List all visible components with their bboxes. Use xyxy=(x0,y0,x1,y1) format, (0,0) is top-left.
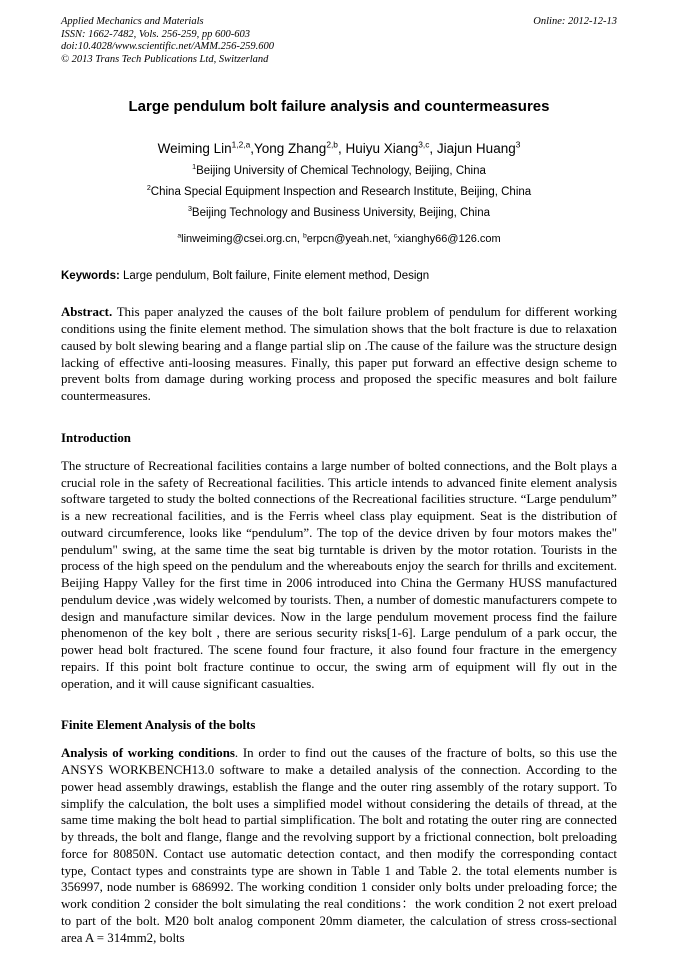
journal-title: Applied Mechanics and Materials xyxy=(61,16,204,27)
affiliation-superscript: 1 xyxy=(192,163,197,172)
section-heading-introduction: Introduction xyxy=(61,430,131,445)
author-superscript: 2,b xyxy=(326,139,338,150)
affiliation-line xyxy=(61,186,617,198)
section-heading-finite-element-analysis: Finite Element Analysis of the bolts xyxy=(61,718,256,733)
email-address: linweiming@csei.org.cn, xyxy=(181,233,303,246)
emails-line xyxy=(61,233,617,245)
email-superscript: a xyxy=(177,232,182,240)
journal-copyright-line: © 2013 Trans Tech Publications Ltd, Switzerland xyxy=(61,53,269,65)
email-superscript: b xyxy=(302,232,307,240)
author-name: , Jiajun Huang xyxy=(429,141,516,157)
working-conditions-lead: Analysis of working conditions xyxy=(61,746,235,761)
affiliation-superscript: 2 xyxy=(146,184,151,193)
authors-line xyxy=(61,141,617,156)
author-superscript: 3,c xyxy=(418,139,430,150)
journal-doi-line: doi:10.4028/www.scientific.net/AMM.256-259.600 xyxy=(61,41,274,53)
working-conditions-paragraph xyxy=(61,745,617,946)
journal-header xyxy=(61,16,617,66)
affiliation-text: Beijing Technology and Business University, Beijing, China xyxy=(191,207,491,220)
author-name: ,Yong Zhang xyxy=(250,141,327,157)
affiliation-line xyxy=(61,165,617,177)
author-name: Weiming Lin xyxy=(157,141,232,157)
email-address: erpcn@yeah.net, xyxy=(306,233,394,246)
author-name: , Huiyu Xiang xyxy=(337,141,419,157)
affiliation-line xyxy=(61,207,617,219)
email-address: xianghy66@126.com xyxy=(397,233,501,246)
affiliation-text: China Special Equipment Inspection and Research Institute, Beijing, China xyxy=(150,186,532,199)
introduction-paragraph: The structure of Recreational facilities contains a large number of bolted connections, and the Bolt plays a crucial role in the safety of Recreational facilities. This article intends to advanced finite element analysis software targeted to study the bolted connections of the Recreational facilities structure. “Large pendulum” is a new recreational facilities, and is the Ferris wheel class play equipment. Seat is the distribution of outward circumference, looks like “pendulum”. The top of the device driven by four motors makes the" pendulum" swing, at the same time the seat big turntable is driven by the motor rotation. Tourists in the process of the high speed on the pendulum and the whereabouts enjoy the search for thrills and excitement. Beijing Happy Valley for the first time in 2006 introduced into China the Germany HUSS manufactured pendulum device ,was widely welcomed by tourists. Then, a number of domestic manufacturers compete to design and manufacture similar devices. Now in the large pendulum movement process find the failure phenomenon of the key bolt , there are serious security risks[1-6]. Large pendulum of a park occur, the power head bolt fractured. The scene found four fracture, it also found four fracture in the emergency repairs. If this point bolt fracture continue to occur, the swing arm of equipment will fly out in the operation, and it will cause significant casualties. xyxy=(61,458,617,691)
keywords-text: Large pendulum, Bolt failure, Finite element method, Design xyxy=(123,270,430,283)
online-date: Online: 2012-12-13 xyxy=(533,16,617,27)
journal-issn-line: ISSN: 1662-7482, Vols. 256-259, pp 600-603 xyxy=(61,28,250,40)
affiliation-text: Beijing University of Chemical Technology, Beijing, China xyxy=(196,165,486,178)
abstract-label: Abstract. xyxy=(61,305,113,320)
keywords-line xyxy=(61,270,617,282)
abstract-text: This paper analyzed the causes of the bolt failure problem of pendulum for different working conditions using the finite element method. The simulation shows that the bolt fracture is due to relaxation caused by bolt slewing bearing and a flange partial slip on .The cause of the failure was the structure design lacking of effective anti-loosing measures. Finally, this paper put forward an effective design scheme to prevent bolts from damage during working process and proposed the specific measures and bolt failure countermeasures. xyxy=(61,305,617,404)
affiliation-superscript: 3 xyxy=(187,205,192,214)
paper-title: Large pendulum bolt failure analysis and countermeasures xyxy=(128,98,550,116)
author-superscript: 3 xyxy=(515,139,521,150)
keywords-label: Keywords: xyxy=(61,270,120,283)
author-superscript: 1,2,a xyxy=(231,139,251,150)
working-conditions-text: . In order to find out the causes of the fracture of bolts, so this use the ANSYS WORKBENCH13.0 software to make a detailed analysis of the connection. According to the power head assembly drawings, establish the flange and the outer ring assembly of the rotary support. To simplify the calculation, the bolt uses a simplified model without considering the details of thread, at the same time making the bolt head to partial simplification. The bolt and rotating the outer ring are connected by threads, the bolt and flange, flange and the revolving support by a frictional connection, bolt preloading force for 80850N. Contact use automatic detection contact, and then modify the corresponding contact type, Contact types and constraints type are shown in Table 1 and Table 2. the total elements number is 356997, node number is 686992. The working condition 1 consider only bolts under preloading force; the work condition 2 consider the bolt simulating the real conditions：the work condition 2 not exert preload to part of the bolt. M20 bolt analog component 20mm diameter, the calculation of stress cross-sectional area A = 314mm2, bolts xyxy=(61,746,617,945)
journal-info-block xyxy=(61,16,274,66)
email-superscript: c xyxy=(393,232,398,240)
abstract-paragraph xyxy=(61,304,617,405)
